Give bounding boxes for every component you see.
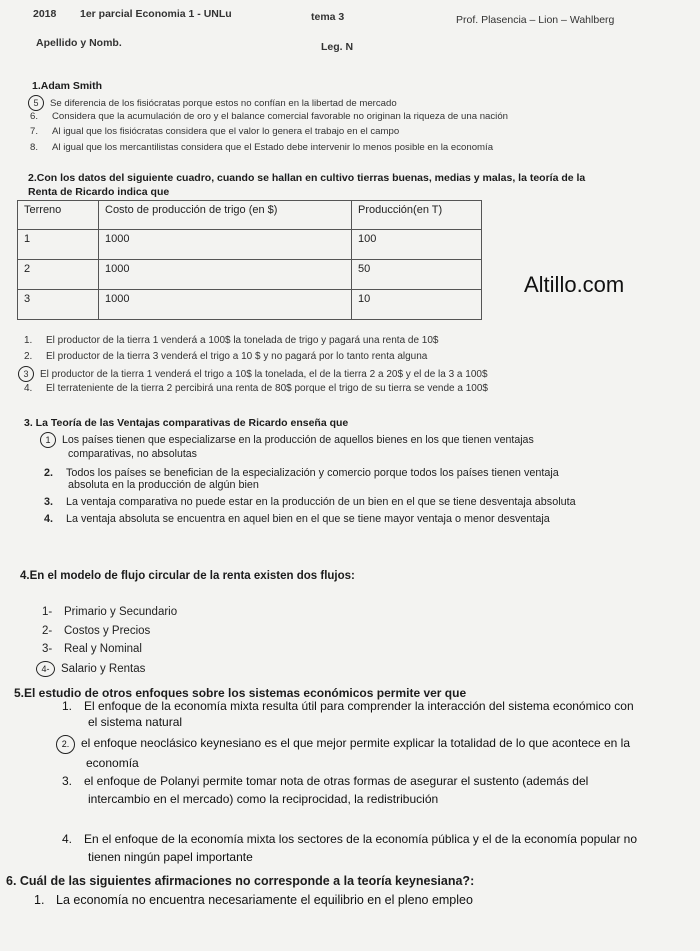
q4-option-3[interactable]: 3- Real y Nominal <box>42 643 142 655</box>
table-row <box>18 260 482 290</box>
q1-title: 1.Adam Smith <box>32 80 103 92</box>
q4-option-1[interactable]: 1- Primario y Secundario <box>42 606 178 618</box>
table-header-row <box>18 201 482 230</box>
q6-option-1[interactable]: 1. La economía no encuentra necesariamente el equilibrio en el pleno empleo <box>34 893 473 907</box>
q3-option-1[interactable]: 1 Los países tienen que especializarse en la producción de aquellos bienes en los que tienen ventajas comparativas, no absolutas <box>40 432 534 460</box>
header-tema: tema 3 <box>311 11 345 23</box>
q3-option-2[interactable]: 2. Todos los países se benefician de la especialización y comercio porque todos los países tienen ventaja absoluta en la producción de algún bien <box>44 467 559 491</box>
q3-option-3[interactable]: 3. La ventaja comparativa no puede estar en la producción de un bien en el que se tiene desventaja absoluta <box>44 496 576 508</box>
q3-title: 3. La Teoría de las Ventajas comparativas de Ricardo enseña que <box>24 417 349 429</box>
q1-option-2[interactable]: 6. Considera que la acumulación de oro y el balance comercial favorable no originan la riqueza de una nación <box>30 111 508 122</box>
selected-answer-circle: 5 <box>28 95 44 111</box>
q5-option-1[interactable]: 1. El enfoque de la economía mixta resulta útil para comprender la interacción del sistema económico con el sistema natural <box>62 699 634 729</box>
q6-title: 6. Cuál de las siguientes afirmaciones no corresponde a la teoría keynesiana?: <box>6 874 475 888</box>
table-cell: 3 <box>18 290 99 320</box>
q4-option-4[interactable]: 4- Salario y Rentas <box>36 661 145 677</box>
q1-option-4[interactable]: 8. Al igual que los mercantilistas considera que el Estado debe intervenir lo menos posible en la economía <box>30 142 494 153</box>
table-cell: 2 <box>18 260 99 290</box>
q2-title-line2: Renta de Ricardo indica que <box>28 186 170 198</box>
table-header-cell: Costo de producción de trigo (en $) <box>99 201 352 230</box>
header-profs: Prof. Plasencia – Lion – Wahlberg <box>456 14 615 26</box>
selected-answer-circle: 4- <box>36 661 55 677</box>
table-cell: 1000 <box>99 230 352 260</box>
table-cell: 10 <box>352 290 482 320</box>
q2-option-4[interactable]: 4. El terrateniente de la tierra 2 percibirá una renta de 80$ porque el trigo de su tierra se vende a 100$ <box>24 383 488 394</box>
table-cell: 50 <box>352 260 482 290</box>
watermark-text: Altillo.com <box>524 272 625 297</box>
selected-answer-circle: 2. <box>56 735 75 754</box>
selected-answer-circle: 1 <box>40 432 56 448</box>
q5-option-4[interactable]: 4. En el enfoque de la economía mixta los sectores de la economía pública y el de la economía popular no tienen ningún papel importante <box>62 832 638 864</box>
q4-title: 4.En el modelo de flujo circular de la renta existen dos flujos: <box>20 570 355 582</box>
q4-option-2[interactable]: 2- Costos y Precios <box>42 625 151 637</box>
q2-option-3[interactable]: 3 El productor de la tierra 1 venderá el trigo a 10$ la tonelada, el de la tierra 2 a 20$ y el de la 3 a 100$ <box>18 366 488 382</box>
cost-table <box>17 200 482 320</box>
q1-option-1[interactable]: 5 Se diferencia de los fisiócratas porque estos no confían en la libertad de mercado <box>28 95 397 111</box>
q5-option-2[interactable]: 2. el enfoque neoclásico keynesiano es el que mejor permite explicar la totalidad de lo que acontece en la economía <box>56 734 630 772</box>
q1-option-3[interactable]: 7. Al igual que los fisiócratas considera que el valor lo genera el trabajo en el campo <box>30 126 400 137</box>
table-header-cell: Terreno <box>18 201 99 230</box>
selected-answer-circle: 3 <box>18 366 34 382</box>
table-row <box>18 230 482 260</box>
q5-option-3[interactable]: 3. el enfoque de Polanyi permite tomar nota de otras formas de asegurar el sustento (además del intercambio en el mercado) como la reciprocidad, la redistribución <box>62 774 589 806</box>
table-row <box>18 290 482 320</box>
q3-option-4[interactable]: 4. La ventaja absoluta se encuentra en aquel bien en el que se tiene mayor ventaja o menor desventaja <box>44 513 550 525</box>
header-leg: Leg. N <box>321 41 354 53</box>
header-year: 2018 <box>33 8 57 20</box>
q2-option-2[interactable]: 2. El productor de la tierra 3 venderá el trigo a 10 $ y no pagará por lo tanto renta alguna <box>24 351 428 362</box>
table-cell: 100 <box>352 230 482 260</box>
q2-title-line1: 2.Con los datos del siguiente cuadro, cuando se hallan en cultivo tierras buenas, medias y malas, la teoría de la <box>28 172 586 184</box>
table-cell: 1000 <box>99 260 352 290</box>
table-cell: 1000 <box>99 290 352 320</box>
header-apellido: Apellido y Nomb. <box>36 37 122 49</box>
header-exam: 1er parcial Economia 1 - UNLu <box>80 8 232 20</box>
table-header-cell: Producción(en T) <box>352 201 482 230</box>
table-cell: 1 <box>18 230 99 260</box>
q2-option-1[interactable]: 1. El productor de la tierra 1 venderá a 100$ la tonelada de trigo y pagará una renta de 10$ <box>24 335 439 346</box>
q5-title: 5.El estudio de otros enfoques sobre los sistemas económicos permite ver que <box>14 686 467 700</box>
